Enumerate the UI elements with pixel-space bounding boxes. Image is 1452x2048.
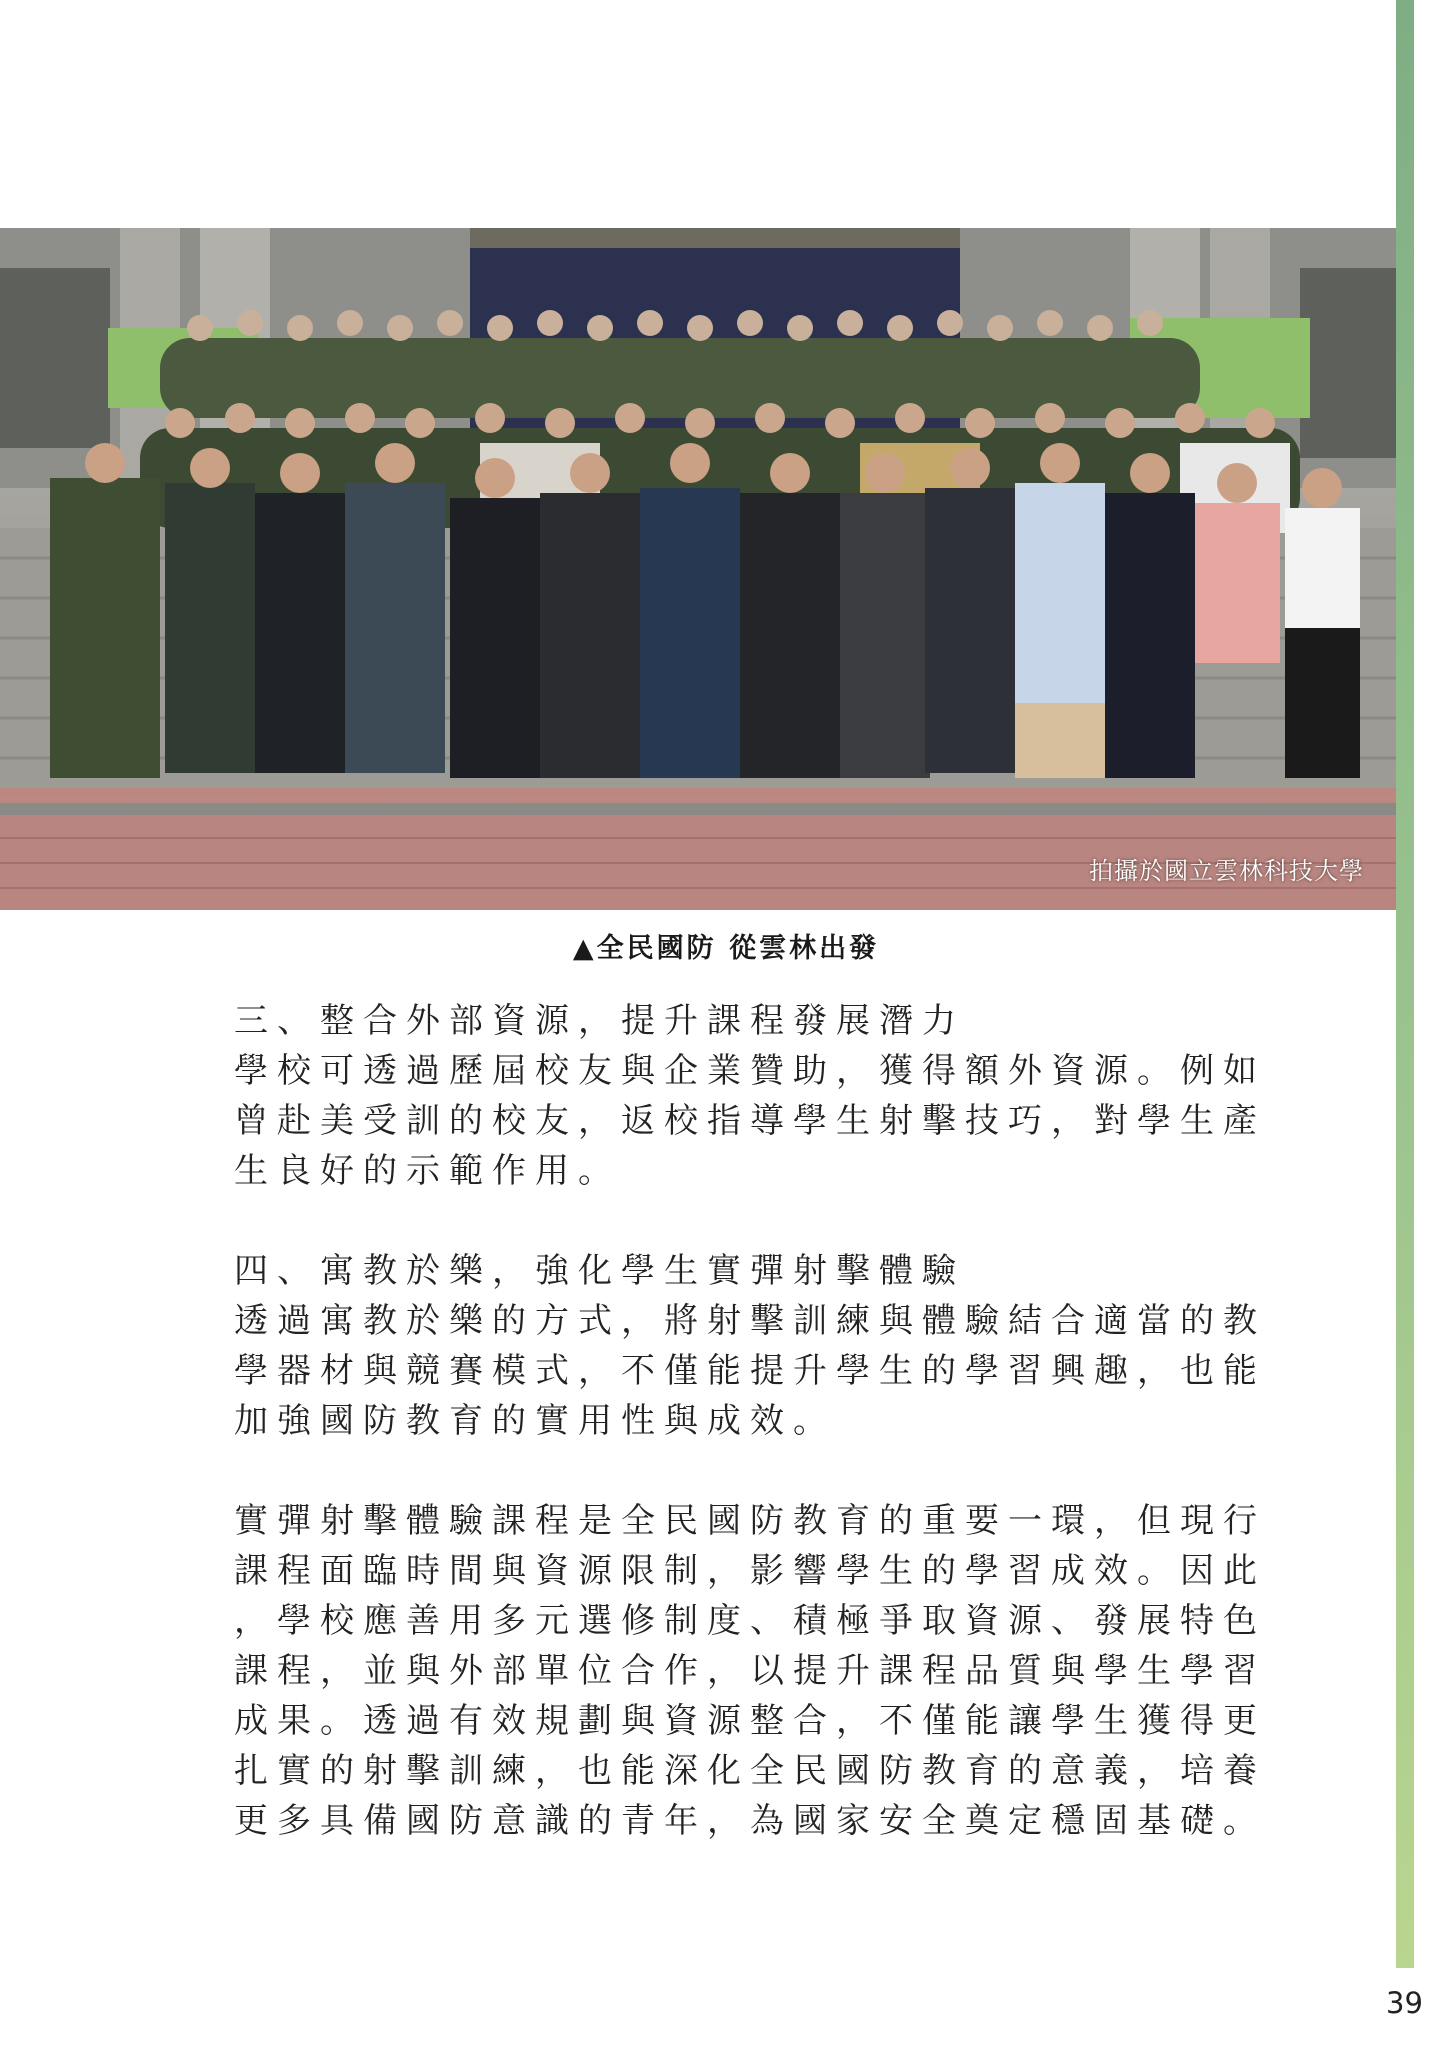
conclusion-line: 實彈射擊體驗課程是全民國防教育的重要一環，但現行 bbox=[234, 1501, 1266, 1541]
section-3-line: 生良好的示範作用。 bbox=[234, 1151, 621, 1191]
conclusion-line: 課程面臨時間與資源限制，影響學生的學習成效。因此 bbox=[234, 1551, 1266, 1591]
section-4-line: 透過寓教於樂的方式，將射擊訓練與體驗結合適當的教 bbox=[234, 1301, 1266, 1341]
section-4 bbox=[234, 1246, 1266, 1446]
conclusion-line: 扎實的射擊訓練，也能深化全民國防教育的意義，培養 bbox=[234, 1751, 1266, 1791]
conclusion bbox=[234, 1496, 1266, 1846]
conclusion-line: 更多具備國防意識的青年，為國家安全奠定穩固基礎。 bbox=[234, 1801, 1266, 1841]
section-4-heading: 四、寓教於樂，強化學生實彈射擊體驗 bbox=[234, 1251, 965, 1291]
group-photo-icon bbox=[0, 228, 1396, 910]
photo-credit: 拍攝於國立雲林科技大學 bbox=[1089, 857, 1364, 885]
section-3-line: 學校可透過歷屆校友與企業贊助，獲得額外資源。例如 bbox=[234, 1051, 1266, 1091]
section-3 bbox=[234, 996, 1266, 1196]
conclusion-line: ，學校應善用多元選修制度、積極爭取資源、發展特色 bbox=[234, 1601, 1266, 1641]
page-margin-stripe bbox=[1396, 0, 1414, 1968]
photo-caption: ▲全民國防 從雲林出發 bbox=[572, 933, 880, 964]
page-number: 39 bbox=[1386, 1986, 1423, 2020]
section-3-line: 曾赴美受訓的校友，返校指導學生射擊技巧，對學生產 bbox=[234, 1101, 1266, 1141]
group-photo bbox=[0, 228, 1396, 910]
conclusion-line: 成果。透過有效規劃與資源整合，不僅能讓學生獲得更 bbox=[234, 1701, 1266, 1741]
section-4-line: 學器材與競賽模式，不僅能提升學生的學習興趣，也能 bbox=[234, 1351, 1266, 1391]
section-4-line: 加強國防教育的實用性與成效。 bbox=[234, 1401, 836, 1441]
section-3-heading: 三、整合外部資源，提升課程發展潛力 bbox=[234, 1001, 965, 1041]
conclusion-line: 課程，並與外部單位合作，以提升課程品質與學生學習 bbox=[234, 1651, 1266, 1691]
